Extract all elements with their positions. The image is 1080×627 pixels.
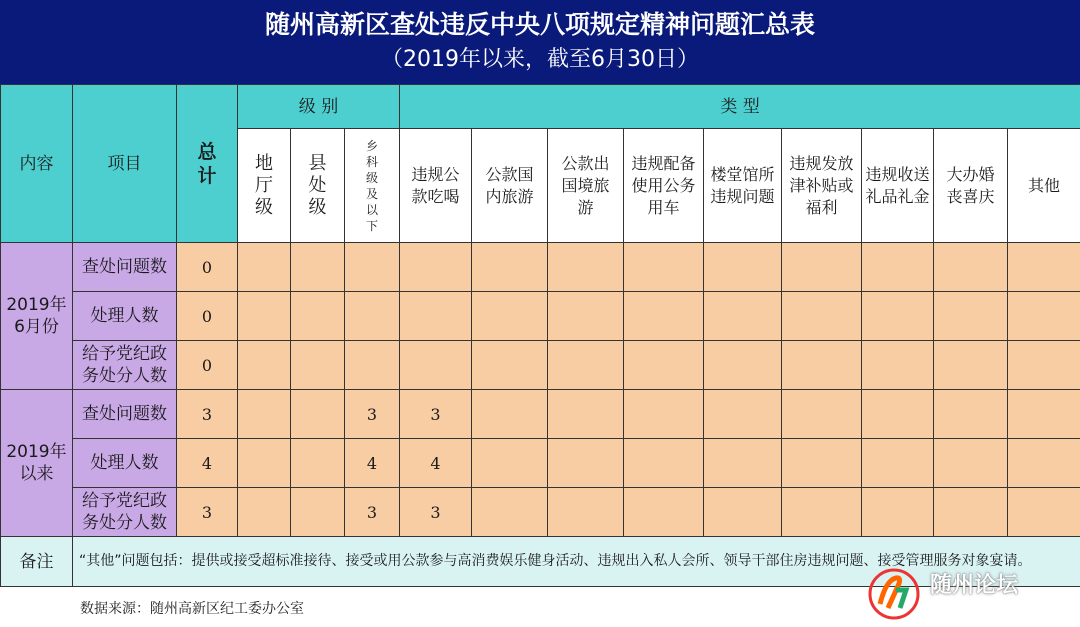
page-title: 随州高新区查处违反中央八项规定精神问题汇总表 bbox=[264, 10, 815, 39]
type-cell bbox=[624, 243, 704, 292]
header-level-1: 县处级 bbox=[291, 129, 345, 243]
type-cell bbox=[782, 390, 862, 439]
header-level-group: 级 别 bbox=[238, 85, 400, 129]
type-cell bbox=[548, 390, 624, 439]
type-cell bbox=[624, 390, 704, 439]
level-cell bbox=[238, 243, 291, 292]
type-cell bbox=[782, 439, 862, 488]
table-row bbox=[1, 488, 1080, 537]
type-cell bbox=[548, 439, 624, 488]
header-type-6: 违规收送礼品礼金 bbox=[862, 129, 934, 243]
header-item: 项目 bbox=[73, 85, 177, 243]
header-type-8: 其他 bbox=[1008, 129, 1080, 243]
title-bar bbox=[0, 0, 1080, 84]
row-item-label: 查处问题数 bbox=[73, 390, 177, 439]
level-cell bbox=[291, 341, 345, 390]
type-cell bbox=[1008, 292, 1080, 341]
header-type-7: 大办婚丧喜庆 bbox=[934, 129, 1008, 243]
type-cell bbox=[1008, 243, 1080, 292]
type-cell bbox=[862, 390, 934, 439]
level-cell bbox=[345, 292, 400, 341]
note-label: 备注 bbox=[1, 537, 73, 587]
type-cell bbox=[624, 341, 704, 390]
type-cell bbox=[862, 292, 934, 341]
row-item-label: 处理人数 bbox=[73, 292, 177, 341]
table-row bbox=[1, 390, 1080, 439]
page-subtitle: （2019年以来，截至6月30日） bbox=[381, 47, 699, 72]
type-cell bbox=[704, 292, 782, 341]
type-cell bbox=[624, 488, 704, 537]
summary-table bbox=[0, 84, 1080, 587]
header-type-5: 违规发放津补贴或福利 bbox=[782, 129, 862, 243]
level-cell bbox=[238, 439, 291, 488]
data-source: 数据来源：随州高新区纪工委办公室 bbox=[80, 601, 304, 617]
type-cell bbox=[624, 292, 704, 341]
row-total: 3 bbox=[177, 390, 238, 439]
type-cell bbox=[1008, 439, 1080, 488]
type-cell bbox=[1008, 390, 1080, 439]
row-total: 0 bbox=[177, 292, 238, 341]
type-cell bbox=[548, 488, 624, 537]
type-cell bbox=[548, 292, 624, 341]
table-row bbox=[1, 292, 1080, 341]
header-type-1: 公款国内旅游 bbox=[472, 129, 548, 243]
header-type-3: 违规配备使用公务用车 bbox=[624, 129, 704, 243]
header-type-2: 公款出国境旅游 bbox=[548, 129, 624, 243]
type-cell bbox=[472, 243, 548, 292]
note-text: “其他”问题包括：提供或接受超标准接待、接受或用公款参与高消费娱乐健身活动、违规出入私人会所、领导干部住房违规问题、接受管理服务对象宴请。 bbox=[73, 537, 1080, 587]
type-cell bbox=[472, 439, 548, 488]
type-cell bbox=[704, 341, 782, 390]
type-cell bbox=[472, 488, 548, 537]
level-cell bbox=[291, 390, 345, 439]
type-cell bbox=[624, 439, 704, 488]
type-cell bbox=[934, 243, 1008, 292]
type-cell: 3 bbox=[400, 488, 472, 537]
type-cell bbox=[704, 390, 782, 439]
type-cell bbox=[400, 243, 472, 292]
type-cell bbox=[862, 439, 934, 488]
type-cell: 3 bbox=[400, 390, 472, 439]
row-item-label: 给予党纪政务处分人数 bbox=[73, 488, 177, 537]
level-cell bbox=[238, 488, 291, 537]
row-item-label: 给予党纪政务处分人数 bbox=[73, 341, 177, 390]
level-cell: 3 bbox=[345, 390, 400, 439]
header-type-4: 楼堂馆所违规问题 bbox=[704, 129, 782, 243]
level-cell bbox=[238, 390, 291, 439]
table-row bbox=[1, 439, 1080, 488]
header-type-group: 类 型 bbox=[400, 85, 1080, 129]
watermark-text: 随州论坛 bbox=[930, 573, 1019, 598]
level-cell: 4 bbox=[345, 439, 400, 488]
type-cell bbox=[400, 341, 472, 390]
type-cell bbox=[934, 292, 1008, 341]
group-label: 2019年6月份 bbox=[1, 243, 73, 390]
type-cell bbox=[862, 243, 934, 292]
level-cell bbox=[238, 292, 291, 341]
row-total: 4 bbox=[177, 439, 238, 488]
level-cell: 3 bbox=[345, 488, 400, 537]
level-cell bbox=[291, 292, 345, 341]
header-content: 内容 bbox=[1, 85, 73, 243]
level-cell bbox=[291, 243, 345, 292]
level-cell bbox=[291, 439, 345, 488]
type-cell bbox=[400, 292, 472, 341]
type-cell bbox=[1008, 341, 1080, 390]
type-cell bbox=[472, 341, 548, 390]
header-level-2: 乡科级及以下 bbox=[345, 129, 400, 243]
type-cell bbox=[704, 439, 782, 488]
type-cell bbox=[472, 390, 548, 439]
header-total: 总计 bbox=[177, 85, 238, 243]
level-cell bbox=[345, 341, 400, 390]
header-level-0: 地厅级 bbox=[238, 129, 291, 243]
type-cell bbox=[704, 488, 782, 537]
table-row bbox=[1, 341, 1080, 390]
level-cell bbox=[291, 488, 345, 537]
type-cell bbox=[782, 341, 862, 390]
type-cell bbox=[704, 243, 782, 292]
type-cell bbox=[934, 439, 1008, 488]
type-cell bbox=[548, 341, 624, 390]
row-item-label: 查处问题数 bbox=[73, 243, 177, 292]
type-cell bbox=[472, 292, 548, 341]
row-total: 0 bbox=[177, 243, 238, 292]
type-cell bbox=[862, 341, 934, 390]
level-cell bbox=[345, 243, 400, 292]
type-cell bbox=[782, 488, 862, 537]
type-cell bbox=[934, 488, 1008, 537]
type-cell bbox=[934, 390, 1008, 439]
group-label: 2019年以来 bbox=[1, 390, 73, 537]
level-cell bbox=[238, 341, 291, 390]
type-cell bbox=[862, 488, 934, 537]
type-cell bbox=[782, 243, 862, 292]
row-item-label: 处理人数 bbox=[73, 439, 177, 488]
header-type-0: 违规公款吃喝 bbox=[400, 129, 472, 243]
row-total: 0 bbox=[177, 341, 238, 390]
type-cell bbox=[1008, 488, 1080, 537]
type-cell bbox=[934, 341, 1008, 390]
type-cell bbox=[548, 243, 624, 292]
row-total: 3 bbox=[177, 488, 238, 537]
type-cell: 4 bbox=[400, 439, 472, 488]
table-row bbox=[1, 243, 1080, 292]
type-cell bbox=[782, 292, 862, 341]
